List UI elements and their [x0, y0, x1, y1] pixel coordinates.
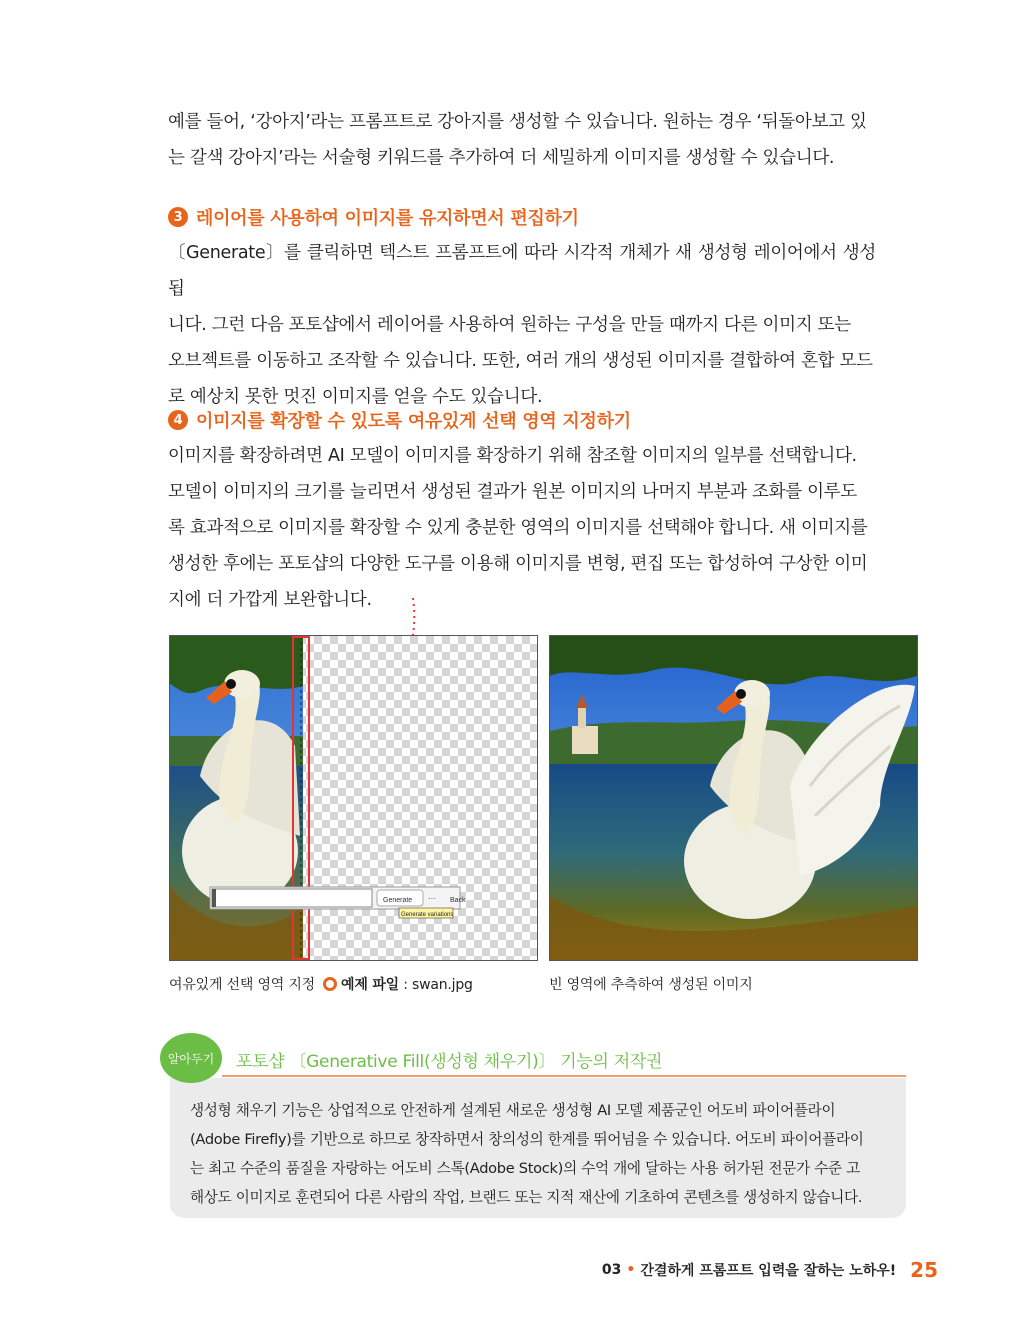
figure-right-caption — [549, 974, 753, 994]
figure-left-caption — [169, 974, 473, 994]
section-3-paragraph — [168, 235, 876, 415]
chapter-title: 간결하게 프롬프트 입력을 잘하는 노하우! — [640, 1263, 897, 1279]
example-file-label: 예제 파일 — [341, 977, 399, 993]
generate-button-label: Generate — [383, 897, 413, 904]
section-number-badge: 4 — [168, 410, 188, 430]
text-line: 생성한 후에는 포토샵의 다양한 도구를 이용해 이미지를 변형, 편집 또는 합성하여 구상한 이미 — [168, 554, 868, 574]
back-button-label: Back — [450, 897, 466, 904]
text-line: 지에 더 가깝게 보완합니다. — [168, 590, 372, 610]
section-number-badge: 3 — [168, 207, 188, 227]
text-line: 오브젝트를 이동하고 조작할 수 있습니다. 또한, 여러 개의 생성된 이미지를 결합하여 혼합 모드 — [168, 351, 873, 371]
section-4-paragraph — [168, 438, 876, 618]
text-line: 록 효과적으로 이미지를 확장할 수 있게 충분한 영역의 이미지를 선택해야 합니다. 새 이미지를 — [168, 518, 868, 538]
text-line: (Adobe Firefly)를 기반으로 하므로 창작하면서 창의성의 한계를 뛰어넘을 수 있습니다. 어도비 파이어플라이 — [190, 1131, 864, 1148]
more-icon: ··· — [428, 894, 436, 903]
caption-text: 여유있게 선택 영역 지정 — [169, 977, 315, 993]
tip-divider — [222, 1075, 906, 1077]
figure-selection-image — [169, 635, 538, 961]
section-heading-3 — [168, 204, 579, 230]
text-line: 모델이 이미지의 크기를 늘리면서 생성된 결과가 원본 이미지의 나머지 부분과 조화를 이루도 — [168, 482, 857, 502]
text-line: 이미지를 확장하려면 AI 모델이 이미지를 확장하기 위해 참조할 이미지의 일부를 선택합니다. — [168, 446, 857, 466]
text-line: 해상도 이미지로 훈련되어 다른 사람의 작업, 브랜드 또는 지적 재산에 기초하여 콘텐츠를 생성하지 않습니다. — [190, 1189, 863, 1206]
text-line: 생성형 채우기 기능은 상업적으로 안전하게 설계된 새로운 생성형 AI 모델 제품군인 어도비 파이어플라이 — [190, 1102, 836, 1119]
text-line: 는 갈색 강아지’라는 서술형 키워드를 추가하여 더 세밀하게 이미지를 생성할 수 있습니다. — [168, 148, 835, 168]
chapter-number: 03 — [601, 1262, 622, 1278]
page-number: 25 — [910, 1258, 938, 1282]
section-title: 이미지를 확장할 수 있도록 여유있게 선택 영역 지정하기 — [196, 411, 631, 432]
section-title: 레이어를 사용하여 이미지를 유지하면서 편집하기 — [196, 208, 579, 229]
separator-dot: • — [626, 1262, 636, 1278]
tip-badge: 알아두기 — [160, 1033, 222, 1083]
page-footer — [602, 1258, 938, 1282]
figure-generated-image — [549, 635, 918, 961]
section-heading-4 — [168, 407, 631, 433]
tip-paragraph — [190, 1096, 886, 1212]
text-line: 〔Generate〕를 클릭하면 텍스트 프롬프트에 따라 시각적 개체가 새 생성형 레이어에서 생성됩 — [168, 243, 876, 299]
example-file-name: : swan.jpg — [398, 977, 473, 993]
tooltip-text: Generate variations — [401, 912, 454, 918]
text-line: 는 최고 수준의 품질을 자랑하는 어도비 스톡(Adobe Stock)의 수억 개에 달하는 사용 허가된 전문가 수준 고 — [190, 1160, 860, 1177]
bullet-icon — [323, 977, 337, 991]
tip-title: 포토샵 〔Generative Fill(생성형 채우기)〕 기능의 저작권 — [236, 1052, 663, 1072]
text-line: 로 예상치 못한 멋진 이미지를 얻을 수도 있습니다. — [168, 387, 543, 407]
text-line: 예를 들어, ‘강아지’라는 프롬프트로 강아지를 생성할 수 있습니다. 원하는 경우 ‘뒤돌아보고 있 — [168, 112, 867, 132]
text-line: 니다. 그런 다음 포토샵에서 레이어를 사용하여 원하는 구성을 만들 때까지 다른 이미지 또는 — [168, 315, 851, 335]
caption-text: 빈 영역에 추측하여 생성된 이미지 — [549, 977, 753, 993]
intro-paragraph — [168, 104, 876, 176]
